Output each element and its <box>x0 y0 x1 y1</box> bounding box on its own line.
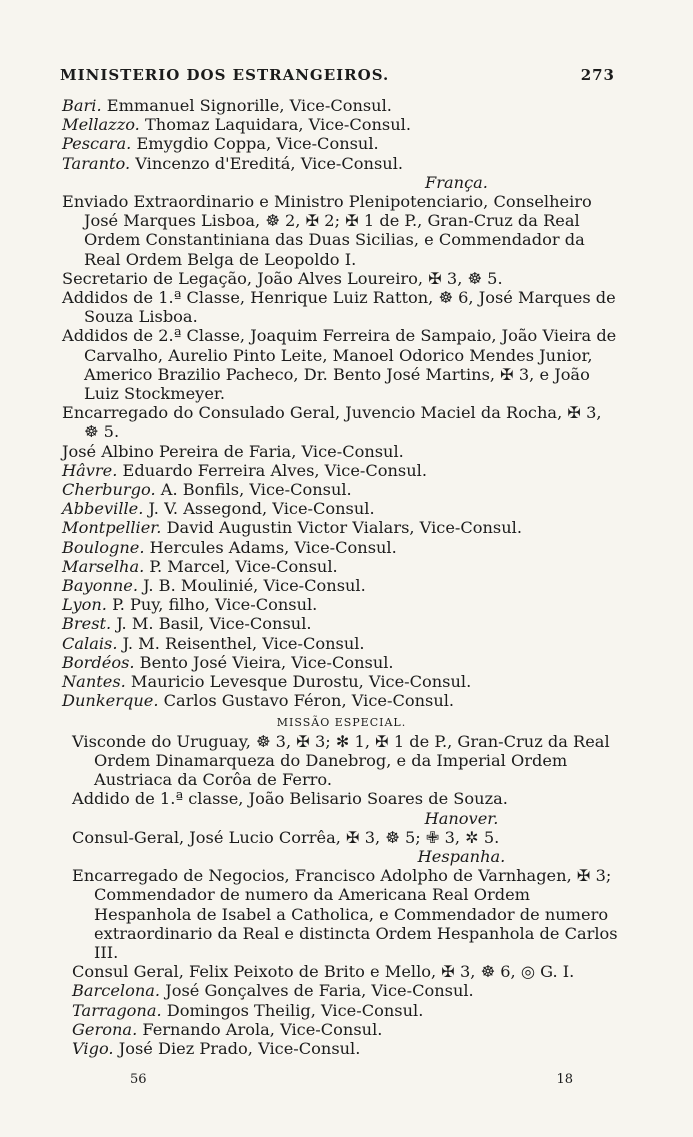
page-title: MINISTERIO DOS ESTRANGEIROS. <box>60 66 390 84</box>
list-item: Bayonne. J. B. Moulinié, Vice-Consul. <box>62 576 366 596</box>
list-item: Abbeville. J. V. Assegond, Vice-Consul. <box>62 499 375 519</box>
page-body <box>62 96 621 1058</box>
list-item: Taranto. Vincenzo d'Ereditá, Vice-Consul. <box>62 153 404 173</box>
list-item: Consul-Geral, José Lucio Corrêa, ✠ 3, ☸ 5; ✙ 3, ✲ 5. <box>72 827 500 847</box>
list-item: Consul Geral, Felix Peixoto de Brito e Mello, ✠ 3, ☸ 6, ◎ G. I. <box>72 962 575 982</box>
list-item: Bari. Emmanuel Signorille, Vice-Consul. <box>62 96 392 115</box>
page-header <box>60 66 615 84</box>
list-item: Addido de 1.ª classe, João Belisario Soares de Souza. <box>72 789 508 809</box>
list-item: Addidos de 1.ª Classe, Henrique Luiz Ratton, ☸ 6, José Marques de Souza Lisboa. <box>62 288 616 327</box>
list-item: Mellazzo. Thomaz Laquidara, Vice-Consul. <box>62 115 411 135</box>
list-item: Brest. J. M. Basil, Vice-Consul. <box>62 614 312 634</box>
section-heading-hanover: Hanover. <box>424 808 499 828</box>
list-item: Barcelona. José Gonçalves de Faria, Vice-Consul. <box>72 981 474 1001</box>
list-item: José Albino Pereira de Faria, Vice-Consul. <box>62 441 404 461</box>
list-item: Boulogne. Hercules Adams, Vice-Consul. <box>62 537 397 557</box>
page-number: 273 <box>580 66 615 84</box>
list-item: Marselha. P. Marcel, Vice-Consul. <box>62 556 338 576</box>
list-item: Tarragona. Domingos Theilig, Vice-Consul. <box>72 1000 424 1020</box>
list-item: Lyon. P. Puy, filho, Vice-Consul. <box>62 595 318 615</box>
list-item: Encarregado de Negocios, Francisco Adolpho de Varnhagen, ✠ 3; Commendador de numero da Americana Real Ordem Hespanhola de Isabel a Catholica, e Commendador de numero extraordinario da Real e distincta Ordem Hespanhola de Carlos III. <box>72 866 618 962</box>
list-item: Calais. J. M. Reisenthel, Vice-Consul. <box>62 633 365 653</box>
page-footer <box>130 1072 573 1087</box>
list-item: Secretario de Legação, João Alves Loureiro, ✠ 3, ☸ 5. <box>62 268 503 288</box>
section-heading-franca: França. <box>425 172 488 192</box>
list-item: Encarregado do Consulado Geral, Juvencio Maciel da Rocha, ✠ 3, ☸ 5. <box>62 403 602 442</box>
list-item: Cherburgo. A. Bonfils, Vice-Consul. <box>62 480 352 500</box>
gathering-mark: 18 <box>556 1072 573 1087</box>
list-item: Dunkerque. Carlos Gustavo Féron, Vice-Consul. <box>62 691 455 711</box>
list-item: Enviado Extraordinario e Ministro Plenipotenciario, Conselheiro José Marques Lisboa, ☸ 2, ✠ 2; ✠ 1 de P., Gran-Cruz da Real Ordem Constantiniana das Duas Sicilias, e Commendador da Real Ordem Belga de Leopoldo I. <box>62 192 592 269</box>
list-item: Vigo. José Diez Prado, Vice-Consul. <box>72 1038 361 1058</box>
list-item: Visconde do Uruguay, ☸ 3, ✠ 3; ✻ 1, ✠ 1 de P., Gran-Cruz da Real Ordem Dinamarqueza do Danebrog, e da Imperial Ordem Austriaca da Corôa de Ferro. <box>72 731 610 790</box>
list-item: Addidos de 2.ª Classe, Joaquim Ferreira de Sampaio, João Vieira de Carvalho, Aurelio Pinto Leite, Manoel Odorico Mendes Junior, Americo Brazilio Pacheco, Dr. Bento José Martins, ✠ 3, e João Luiz Stockmeyer. <box>62 326 617 404</box>
list-item: Gerona. Fernando Arola, Vice-Consul. <box>72 1019 383 1039</box>
section-heading-missao: MISSÃO ESPECIAL. <box>276 715 407 729</box>
list-item: Montpellier. David Augustin Victor Vialars, Vice-Consul. <box>62 518 522 538</box>
list-item: Bordéos. Bento José Vieira, Vice-Consul. <box>62 652 394 672</box>
list-item: Nantes. Mauricio Levesque Durostu, Vice-Consul. <box>62 672 472 692</box>
list-item: Hâvre. Eduardo Ferreira Alves, Vice-Consul. <box>62 460 427 480</box>
signature-mark: 56 <box>130 1072 147 1087</box>
list-item: Pescara. Emygdio Coppa, Vice-Consul. <box>62 134 379 154</box>
section-heading-hespanha: Hespanha. <box>417 846 506 866</box>
missao-block <box>62 732 621 1058</box>
